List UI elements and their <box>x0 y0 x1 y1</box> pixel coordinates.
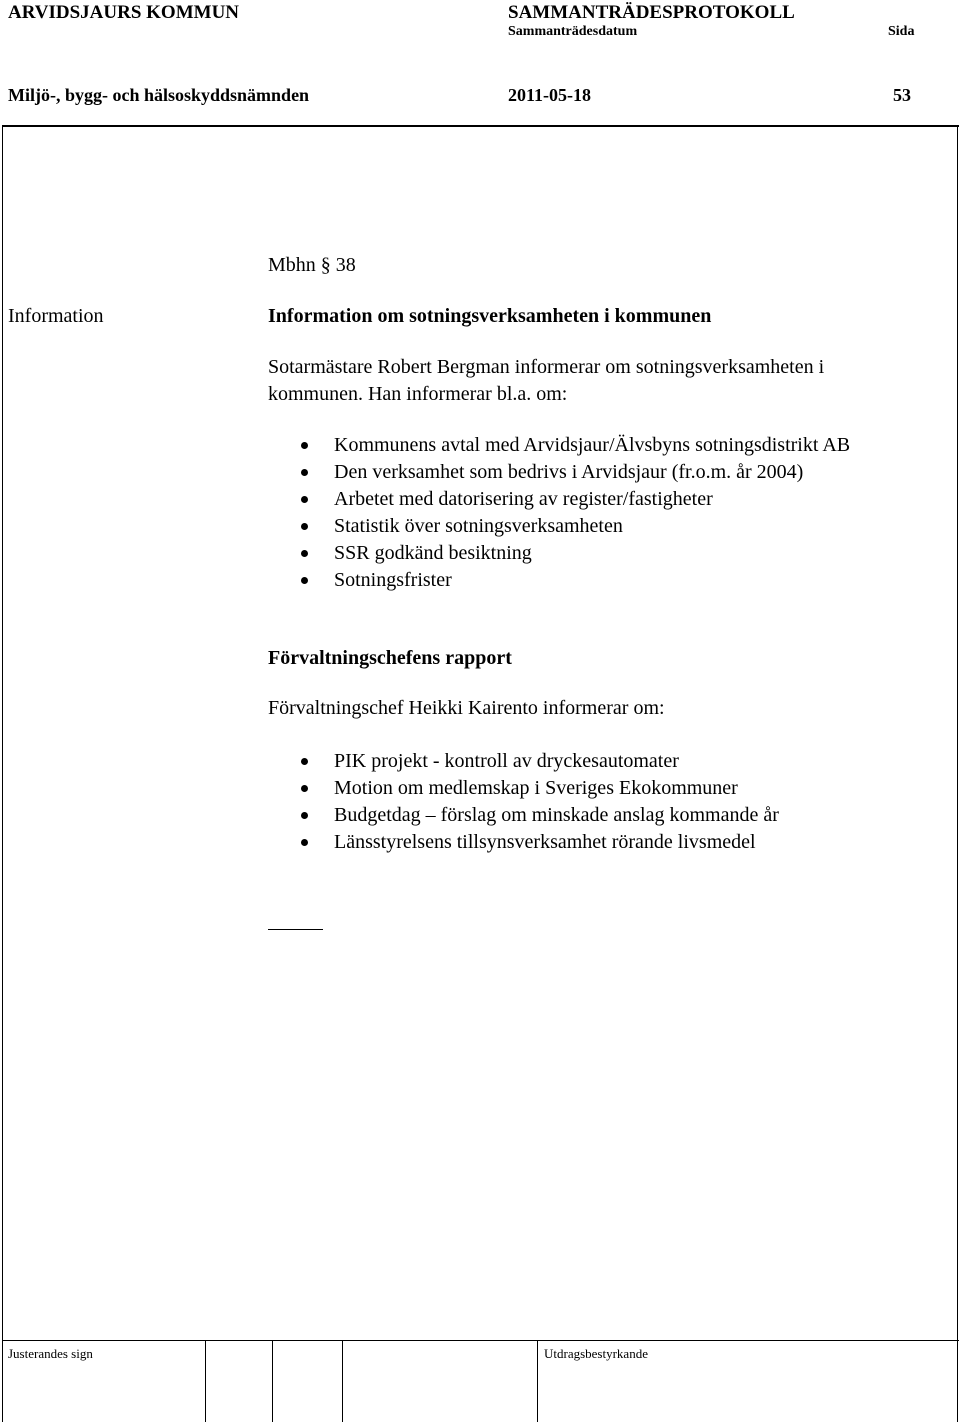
list-item: Den verksamhet som bedrivs i Arvidsjaur (fr.o.m. år 2004) <box>334 459 850 486</box>
bullet-icon <box>301 785 308 792</box>
page-number: 53 <box>893 85 911 105</box>
bullet-icon <box>301 496 308 503</box>
bullet-icon <box>301 550 308 557</box>
committee-name: Miljö-, bygg- och hälsoskyddsnämnden <box>8 85 310 105</box>
bullet-icon <box>301 469 308 476</box>
list-item: Länsstyrelsens tillsynsverksamhet rörande livsmedel <box>334 829 779 856</box>
list-item: PIK projekt - kontroll av dryckesautomater <box>334 748 779 775</box>
frame-top-border <box>2 125 959 127</box>
list-item: Statistik över sotningsverksamheten <box>334 513 850 540</box>
meeting-date: 2011-05-18 <box>508 85 591 105</box>
frame-right-border <box>957 125 958 1422</box>
section-end-rule <box>268 929 323 930</box>
footer-divider-3 <box>342 1340 343 1422</box>
report-intro: Förvaltningschef Heikki Kairento informerar om: <box>268 697 665 719</box>
bullet-icon <box>301 839 308 846</box>
bullet-icon <box>301 758 308 765</box>
footer-divider-4 <box>537 1340 538 1422</box>
bullet-icon <box>301 577 308 584</box>
footer-divider-1 <box>205 1340 206 1422</box>
list-item: Motion om medlemskap i Sveriges Ekokommuner <box>334 775 779 802</box>
bullet-icon <box>301 442 308 449</box>
adjusters-signature-label: Justerandes sign <box>8 1346 93 1361</box>
report-topic-list <box>334 748 779 856</box>
paragraph-reference: Mbhn § 38 <box>268 254 356 276</box>
list-item: Kommunens avtal med Arvidsjaur/Älvsbyns sotningsdistrikt AB <box>334 432 850 459</box>
report-title: Förvaltningschefens rapport <box>268 647 512 669</box>
document-type: SAMMANTRÄDESPROTOKOLL <box>508 2 795 23</box>
certification-label: Utdragsbestyrkande <box>544 1346 648 1361</box>
organization-name: ARVIDSJAURS KOMMUN <box>8 2 240 23</box>
footer-top-border <box>2 1340 959 1341</box>
footer-divider-2 <box>272 1340 273 1422</box>
list-item: Budgetdag – förslag om minskade anslag kommande år <box>334 802 779 829</box>
section-intro-line-2: kommunen. Han informerar bl.a. om: <box>268 383 568 405</box>
side-label: Information <box>8 305 104 327</box>
section-title: Information om sotningsverksamheten i kommunen <box>268 305 712 327</box>
list-item: Sotningsfrister <box>334 567 850 594</box>
list-item: SSR godkänd besiktning <box>334 540 850 567</box>
page-label: Sida <box>888 24 915 39</box>
frame-left-border <box>2 125 3 1422</box>
bullet-icon <box>301 523 308 530</box>
meeting-date-label: Sammanträdesdatum <box>508 24 638 39</box>
sotning-topic-list <box>334 432 850 594</box>
bullet-icon <box>301 812 308 819</box>
section-intro-line-1: Sotarmästare Robert Bergman informerar om sotningsverksamheten i <box>268 356 825 378</box>
list-item: Arbetet med datorisering av register/fastigheter <box>334 486 850 513</box>
